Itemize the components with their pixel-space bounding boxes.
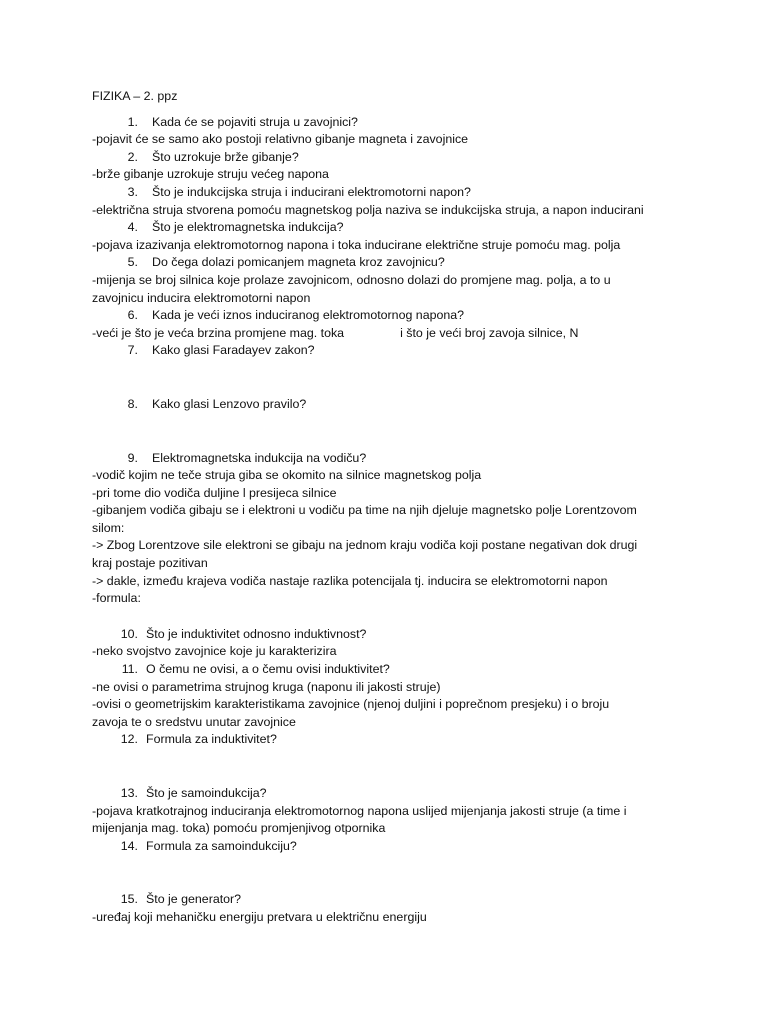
question-number: 13. xyxy=(120,786,138,800)
question-number: 5. xyxy=(127,255,138,270)
question-number: 9. xyxy=(127,450,138,465)
answer-line: zavoja te o sredstvu unutar zavojnice xyxy=(92,714,296,729)
question-text: Elektromagnetska indukcija na vodiču? xyxy=(152,450,367,465)
answer-line: -> Zbog Lorentzove sile elektroni se gibaju na jednom kraju vodiča koji postane negativan dok drugi xyxy=(92,538,638,553)
question-4 xyxy=(92,219,752,237)
answer-line: zavojnicu inducira elektromotorni napon xyxy=(92,290,311,305)
answer-line: mijenjanja mag. toka) pomoću promjenjivog otpornika xyxy=(92,821,386,836)
answer-line xyxy=(92,325,752,343)
question-7 xyxy=(92,342,752,360)
question-number: 1. xyxy=(127,114,138,129)
answer-line: -vodič kojim ne teče struja giba se okomito na silnice magnetskog polja xyxy=(92,468,482,483)
question-number: 8. xyxy=(127,396,138,411)
answer-line: -uređaj koji mehaničku energiju pretvara u električnu energiju xyxy=(92,909,427,924)
question-text: O čemu ne ovisi, a o čemu ovisi induktivitet? xyxy=(146,662,390,677)
question-5 xyxy=(92,254,752,272)
question-number: 6. xyxy=(127,308,138,323)
question-10 xyxy=(92,626,752,644)
question-number: 11. xyxy=(121,662,138,677)
question-text: Što je induktivitet odnosno induktivnost? xyxy=(146,626,367,641)
question-8 xyxy=(92,396,752,414)
question-text: Kada je veći iznos induciranog elektromotornog napona? xyxy=(152,308,465,323)
question-6 xyxy=(92,307,752,325)
question-text: Što je elektromagnetska indukcija? xyxy=(152,220,344,235)
blank-space xyxy=(92,855,752,891)
blank-space xyxy=(92,414,752,450)
question-2 xyxy=(92,149,752,167)
question-text: Do čega dolazi pomicanjem magneta kroz zavojnicu? xyxy=(152,255,445,270)
blank-space xyxy=(92,360,752,396)
question-text: Što uzrokuje brže gibanje? xyxy=(152,149,299,164)
question-number: 10. xyxy=(120,626,138,641)
answer-part: i što je veći broj zavoja silnice, N xyxy=(400,325,579,340)
answer-line: -formula: xyxy=(92,591,141,606)
answer-line: -brže gibanje uzrokuje struju većeg napona xyxy=(92,167,329,182)
document-title: FIZIKA – 2. ppz xyxy=(92,89,178,103)
answer-line: silom: xyxy=(92,520,125,535)
question-number: 4. xyxy=(127,220,138,235)
question-number: 3. xyxy=(127,184,138,199)
answer-line: -pojavit će se samo ako postoji relativno gibanje magneta i zavojnice xyxy=(92,132,469,147)
document-content xyxy=(92,88,752,927)
answer-line: -gibanjem vodiča gibaju se i elektroni u vodiču pa time na njih djeluje magnetsko polje Lorentzovom xyxy=(92,503,637,518)
question-text: Što je generator? xyxy=(146,892,242,907)
answer-line: -> dakle, između krajeva vodiča nastaje razlika potencijala tj. inducira se elektromotorni napon xyxy=(92,573,608,588)
question-number: 14. xyxy=(120,838,138,853)
question-text: Što je samoindukcija? xyxy=(146,786,267,800)
blank-space xyxy=(92,608,752,626)
question-14 xyxy=(92,838,752,856)
question-3 xyxy=(92,184,752,202)
question-number: 7. xyxy=(127,343,138,358)
answer-line: -ne ovisi o parametrima strujnog kruga (naponu ili jakosti struje) xyxy=(92,679,441,694)
question-12 xyxy=(92,731,752,749)
answer-line: -ovisi o geometrijskim karakteristikama zavojnice (njenoj duljini i poprečnom presjeku) i o broju xyxy=(92,697,610,712)
question-text: Što je indukcijska struja i inducirani elektromotorni napon? xyxy=(152,184,471,199)
question-15 xyxy=(92,891,752,909)
question-text: Formula za induktivitet? xyxy=(146,732,277,747)
blank-space xyxy=(92,749,752,785)
question-number: 15. xyxy=(120,892,138,907)
question-text: Kako glasi Faradayev zakon? xyxy=(152,343,315,358)
question-number: 2. xyxy=(127,149,138,164)
question-text: Kako glasi Lenzovo pravilo? xyxy=(152,396,307,411)
answer-line: -pri tome dio vodiča duljine l presijeca silnice xyxy=(92,485,337,500)
answer-part: -veći je što je veća brzina promjene mag. toka xyxy=(92,325,345,340)
question-1 xyxy=(92,114,752,132)
question-number: 12. xyxy=(120,732,138,747)
answer-line: -električna struja stvorena pomoću magnetskog polja naziva se indukcijska struja, a napon inducirani xyxy=(92,202,644,217)
answer-line: -mijenja se broj silnica koje prolaze zavojnicom, odnosno dolazi do promjene mag. polja, a to u xyxy=(92,272,611,287)
answer-line: -pojava izazivanja elektromotornog napona i toka inducirane električne struje pomoću mag. polja xyxy=(92,237,621,252)
answer-line: kraj postaje pozitivan xyxy=(92,556,208,571)
answer-line: -pojava kratkotrajnog induciranja elektromotornog napona uslijed mijenjanja jakosti struje (a time i xyxy=(92,803,627,818)
answer-line: -neko svojstvo zavojnice koje ju karakterizira xyxy=(92,644,337,659)
question-9 xyxy=(92,450,752,468)
question-11 xyxy=(92,661,752,679)
question-text: Formula za samoindukciju? xyxy=(146,838,297,853)
question-text: Kada će se pojaviti struja u zavojnici? xyxy=(152,114,358,129)
question-13 xyxy=(92,785,752,803)
